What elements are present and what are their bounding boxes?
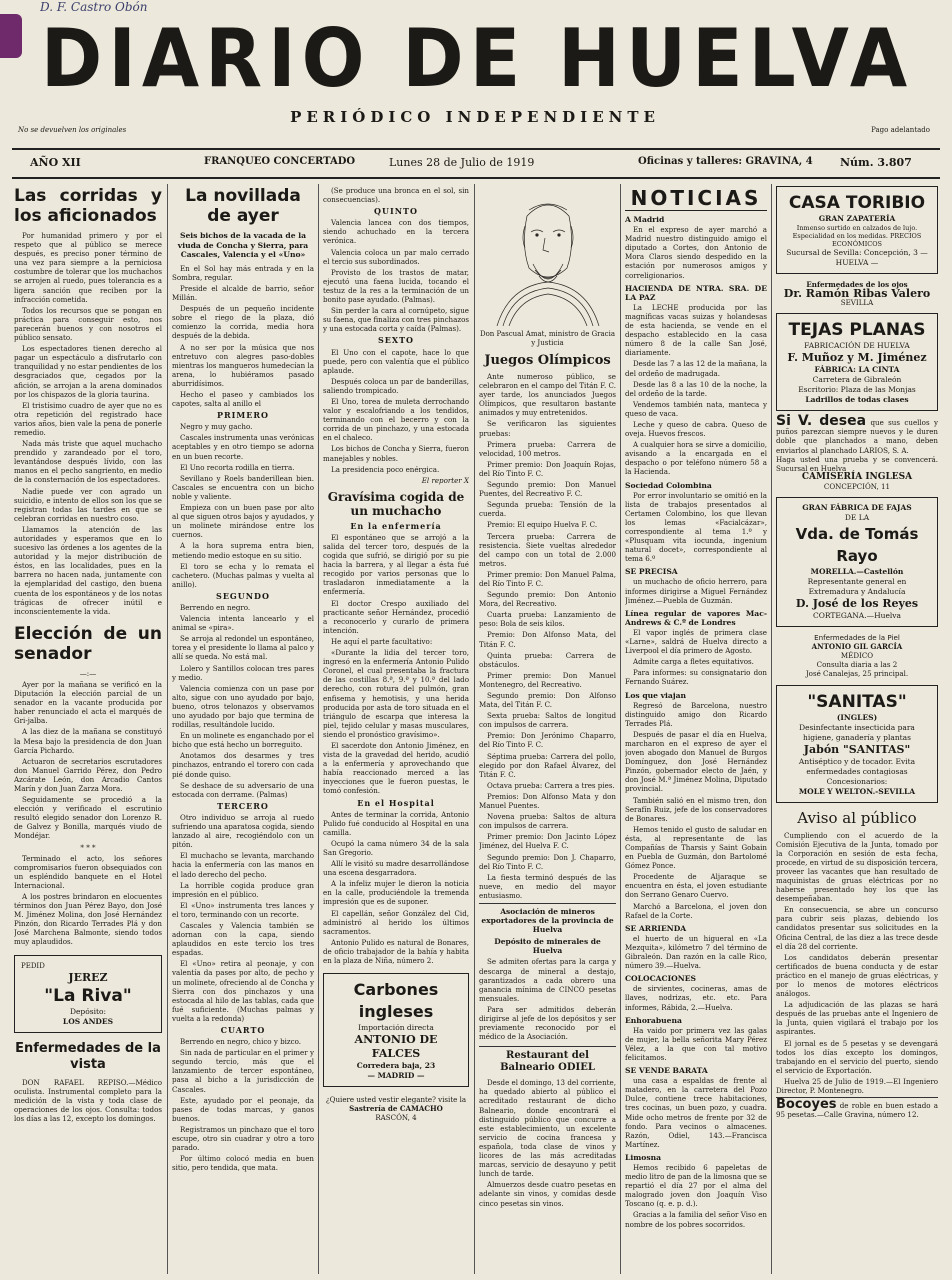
section-label: QUINTO [374, 206, 418, 217]
ad-text: Sucursal de Sevilla: Concepción, 3 — HUELVA — [786, 248, 928, 267]
ad-text: Haga usted una prueba y se convencerá. Sucursal en Huelva [776, 454, 938, 473]
noticias-header: NOTICIAS [625, 186, 767, 211]
ad-text: Depósito: [69, 1006, 107, 1016]
paragraph: El «Uno» instrumenta tres lances y el toro, terminando con un recorte. [172, 900, 314, 919]
paragraph: Se admiten ofertas para la carga y descarga de mineral a destajo, garantizados a cada obrero una ganancia mínima de CINCO pesetas mensuales. [479, 957, 616, 1003]
paragraph: Se deshace de su adversario de una estocada con derrame. (Palmas) [172, 780, 314, 799]
ad-text: FABRICACIÓN DE HUELVA [804, 341, 910, 351]
ad-text: Consulta diaria a las 2 [816, 660, 898, 670]
paragraph: Tercera prueba: Carrera de resistencia. Siete vueltas alrededor del campo con un total de 2.000 metros. [479, 531, 616, 568]
tag-right: Pago adelantado [871, 126, 930, 134]
ad-text: Antiséptico y de tocador. Evita enfermedades contagiosas [798, 756, 916, 776]
ad-text: PEDID [21, 961, 45, 970]
paragraph: Allí le visitó su madre desarrollándose una escena desgarradora. [323, 859, 469, 878]
paragraph: Se verificaron las siguientes pruebas: [479, 419, 616, 438]
news-heading: SE ARRIENDA [625, 923, 687, 933]
tag-left: No se devuelven los originales [18, 126, 127, 134]
paragraph: (Se produce una bronca en el sol, sin consecuencias). [323, 186, 469, 205]
paragraph: Después de un pequeño incidente sobre el riego de la plaza, dió comienzo la corrida, media hora después de la debida. [172, 304, 314, 341]
masthead-title: DIARIO DE HUELVA [40, 12, 914, 106]
paragraph: Cascales y Valencia también se adornan con la capa, siendo aplaudidos en este tercio los tres espadas. [172, 920, 314, 958]
issue-number: Núm. 3.807 [840, 156, 912, 169]
headline-restaurant: Restaurant del Balneario ODIEL [479, 1046, 616, 1074]
paragraph: La presidencia poco enérgica. [331, 464, 440, 474]
paragraph: Antes de terminar la corrida, Antonio Pulido fué conducido al Hospital en una camilla. [323, 809, 469, 837]
paragraph: A las diez de la mañana se constituyó la Mesa bajo la presidencia de don Juan García Pichardo. [14, 727, 162, 755]
paragraph: Valencia lancea con dos tiempos, siendo achuchado en la tercera verónica. [323, 218, 469, 246]
paragraph: Octava prueba: Carrera a tres pies. [487, 780, 615, 790]
paragraph: «Durante la lidia del tercer toro, ingresó en la enfermería Antonio Pulido Coronel, el cual presentaba la fractura de las costillas 8.ª, 9.ª y 10.ª del lado derecho, con rotura del pulmón, gran enfisema y hemotisis, y una herida producida por asta de toro situada en el triángulo de escarpa que interesa la piel, tejido celular y masas musculares, siendo el pronóstico gravísimo». [323, 648, 469, 739]
paragraph: Gracias a la familia del señor Viso en nombre de los pobres socorridos. [625, 1210, 767, 1229]
paragraph: Seguidamente se procedió a la elección y verificado el escrutinio resultó elegido senador don Lorenzo R. de Galvez y Bonilla, marqués viudo de Mondéjar. [14, 795, 162, 841]
paragraph: El muchacho se levanta, marchando hacia la enfermería con las manos en el lado derecho del pecho. [172, 851, 314, 879]
paragraph: Los candidatos deberán presentar certificados de buena conducta y de estar práctico en el manejo de gruas eléctricas, y por lo menos de motores eléctricos análogos. [776, 952, 938, 999]
ad-text: Inmenso surtido en calzados de lujo. Especialidad en los medidas. PRECIOS ECONÓMICOS [792, 224, 922, 248]
news-heading: A Madrid [625, 215, 665, 224]
ad-text: de roble en buen estado a 95 pesetas.—Calle Gravina, número 12. [776, 1101, 938, 1120]
ad-name: ANTONIO GIL GARCÍA [811, 642, 903, 652]
paragraph: Admite carga a fletes equitativos. [633, 657, 754, 667]
paragraph: La horrible cogida produce gran impresión en el público. [172, 880, 314, 899]
column-2 [172, 186, 314, 1274]
paragraph: Ante numeroso público, se celebraron en el campo del Titán F. C. ayer tarde, los anunciados Juegos Olímpicos, que resultaron bastante animados y muy entretenidos. [479, 372, 616, 418]
paragraph: Cascales instrumenta unas verónicas aceptables y en otro tiempo se adorna en un buen recorte. [172, 433, 314, 461]
paragraph: El Uno, torea de muleta derrochando valor y escalofriando a los tendidos, terminando con el becerro y con la corrida de un pinchazo, y una estocada en el chaleco. [323, 396, 469, 443]
paragraph: Huelva 25 de Julio de 1919.—El Ingeniero Director, P. Montenegro. [776, 1076, 938, 1096]
news-heading: Línea regular de vapores Mac-Andrews & C.º de Londres [625, 608, 767, 627]
ad-ojos [776, 280, 938, 307]
paragraph: Primer premio: Don Manuel Montenegro, del Recreativo. [479, 670, 616, 689]
paragraph: Se arroja al redondel un espontáneo, torea y el presidente lo llama al palco y allí se queda. No está mal. [172, 634, 314, 662]
paragraph: Actuaron de secretarios escrutadores don Manuel Garrido Pérez, don Pedro Azcárate León, don Arcadio Cantos Marín y don Juan Zarza Mora. [14, 756, 162, 793]
ad-name: ANTONIO DE FALCES [354, 1033, 438, 1061]
paragraph: En el Sol hay más entrada y en la Sombra, regular. [172, 263, 314, 282]
paragraph: Premio: Don Jerónimo Chaparro, del Río Tinto F. C. [479, 731, 616, 750]
headline-novillada: La novillada de ayer [185, 186, 301, 226]
paragraph: Valencia comienza con un pase por alto, sigue con uno ayudado por bajo, bueno, otros telonazos y observamos uno ayudado por bajo que termina de rodillas, resultándole lucido. [172, 683, 314, 730]
paragraph: A los postres brindaron en elocuentes términos don Juan Pérez Bayo, don José M. Jiménez Molina, don José Hernández Pinzón, don Ricardo Terrades Plá y don José Marchena Balmonte, siendo todos muy aplaudidos. [14, 892, 162, 947]
ad-text: Desinfectante insecticida para higiene, ganadería y plantas [799, 722, 915, 742]
ad-text: Concesionarios: [826, 776, 888, 786]
ad-text: CONCEPCIÓN, 11 [823, 481, 891, 491]
paragraph: Cumpliendo con el acuerdo de la Comisión Ejecutiva de la Junta, tomado por la Corporación en sesión de esta fecha, procede, en virtud de su disposición tercera, proveer las vacantes que han resultado de maquinistas de gruas eléctricas por no haberse presentado hoy los que las desempeñaban. [776, 830, 938, 904]
lead-text: Seis bichos de la vacada de la viuda de Concha y Sierra, para Cascales, Valencia y el «Uno» [177, 231, 309, 260]
ad-bocoyes [776, 1097, 938, 1119]
paragraph: Este, ayudado por el peonaje, da pases de todas marcas, y ganos buenos. [172, 1095, 314, 1123]
paragraph: Sin perder la cara al cornúpeto, sigue su faena, que finaliza con tres pinchazos y una estocada corta y caída (Palmas). [323, 306, 469, 334]
headline-juegos: Juegos Olímpicos [484, 353, 611, 368]
paragraph: una casa a espaldas de frente al matadero, en la carretera del Pozo Dulce, contiene trece habitaciones, tres cocinas, un buen pozo, y cuadra. Mide ocho metros de frente por 32 de fondo. Para vecinos o almacenes. Razón, Odiel, 143.—Francisca Martínez. [625, 1076, 767, 1149]
portrait-engraving [489, 186, 607, 326]
paragraph: DON RAFAEL REPISO.—Médico oculista. Instrumental completo para la medición de la vista y toda clase de operaciones de los ojos. Consulta: todos los días a las 12, excepto los domingos. [14, 1077, 162, 1123]
ad-name: F. Muñoz y M. Jiménez [787, 351, 927, 365]
ad-name: Jabón "SANITAS" [803, 742, 911, 756]
column-4 [479, 186, 616, 1274]
news-heading: SE PRECISA [625, 567, 678, 577]
news-heading: Limosna [625, 1152, 662, 1162]
paragraph: He aquí el parte facultativo: [331, 636, 433, 646]
section-label: SEXTO [377, 335, 414, 346]
separator-stars: * * * [80, 842, 96, 852]
signature: El reporter X [421, 475, 469, 485]
paragraph: El vapor inglés de primera clase «Larne», saldrá de Huelva directo a Liverpool el día primero de Agosto. [625, 627, 767, 656]
paragraph: El espontáneo que se arrojó a la salida del tercer toro, después de la cogida que sufrió, se dirigió por su pie hacia la barrera, y al llegar a ésta fué recogido por varios personas que lo trasladaron inmediatamente a la enfermería. [323, 532, 469, 597]
portrait-caption: Don Pascual Amat, ministro de Gracia y Justicia [479, 330, 616, 347]
paragraph: Leche y queso de cabra. Queso de oveja. Huevos frescos. [625, 419, 767, 439]
paragraph: Sexta prueba: Saltos de longitud con impulsos de carrera. [479, 711, 616, 730]
handwritten-note: D. F. Castro Obón [40, 0, 148, 12]
ad-text: que sus cuellos y puños parezcan siempre nuevos y le duren doble que planchados a mano, deben enviarlos al planchado LARIOS, S. A. [776, 418, 938, 455]
paragraph: El Uno recorta rodilla en tierra. [180, 462, 295, 472]
paragraph: Anotamos dos desarmes y tres pinchazos, entrando el torero con cada pié donde quiso. [172, 751, 314, 779]
paragraph: Valencia coloca un par malo cerrado el tercio sus subordinados. [323, 247, 469, 266]
column-6 [776, 186, 938, 1274]
ad-sastreria [323, 1095, 469, 1122]
paragraph: Preside el alcalde de barrio, señor Millán. [172, 283, 314, 303]
ad-title: Carbones ingleses [353, 980, 439, 1022]
ad-text: Corredera baja, 23 [356, 1061, 436, 1071]
paragraph: Berrendo en negro. [180, 602, 251, 612]
paragraph: Almuerzos desde cuatro pesetas en adelante sin vinos, y comidas desde cinco pesetas sin vinos. [479, 1180, 616, 1208]
ad-name: Vda. de Tomás Rayo [795, 525, 919, 566]
paragraph: Primer premio: Don Joaquín Rojas, del Río Tinto F. C. [479, 459, 616, 478]
ad-brand: "La Riva" [44, 985, 132, 1006]
masthead-subtitle: PERIÓDICO INDEPENDIENTE [290, 108, 660, 126]
paragraph: Ayer por la mañana se verificó en la Diputación la elección parcial de un senador en la vacante producida por haber renunciado el acta el marqués de Gri-jalba. [14, 679, 162, 726]
ad-text: ¿Quiere usted vestir elegante? visite la [325, 1095, 467, 1105]
paragraph: El sacerdote don Antonio Jiménez, en vista de la gravedad del herido, acudió a la enfermería y aprovechando que había reaccionado merced a las inyecciones que le fueron puestas, le tomó confesión. [323, 740, 469, 796]
paragraph: La LECHE producida por las magníficas vacas suizas y holandesas de esta hacienda, se vende en el despacho establecido en la casa número 8 de la calle San José, diariamente. [625, 302, 767, 358]
offices-label: Oficinas y talleres: GRAVINA, 4 [638, 156, 813, 167]
year-label: AÑO XII [30, 156, 81, 169]
ad-title: CASA TORIBIO [788, 193, 926, 213]
column-divider [318, 184, 319, 1274]
paragraph: Primera prueba: Carrera de velocidad, 100 metros. [479, 439, 616, 458]
ad-text: Ladrillos de todas clases [805, 395, 909, 405]
column-divider [620, 184, 621, 1274]
paragraph: Por último colocó media en buen sitio, pero tendida, que mata. [172, 1154, 314, 1173]
ad-text: SEVILLA [840, 298, 874, 308]
paragraph: Premio: Don Alfonso Mata, del Titán F. C. [479, 630, 616, 649]
paragraph: El jornal es de 5 pesetas y se devengará todos los días excepto los domingos, trabajando en el servicio del puerto, siendo el servicio de Exportación. [776, 1038, 938, 1075]
ad-text: DE LA [844, 513, 870, 523]
ad-carbones-ingleses [323, 973, 469, 1087]
paragraph: Segundo premio: Don Antonio Mora, del Recreativo. [479, 590, 616, 609]
ad-text: Representante general en Extremadura y Andalucía [807, 577, 907, 597]
paragraph: A no ser por la música que nos entretuvo con alegres paso-dobles mientras los mangueros humedecían la arena, lo hubiéramos pasado aburridísimos. [172, 342, 314, 388]
paragraph: La fiesta terminó después de las nueve, en medio del mayor entusiasmo. [479, 872, 616, 900]
ad-text: — MADRID — [367, 1071, 425, 1081]
paragraph: En el expreso de ayer marchó a Madrid nuestro distinguido amigo el diputado a Cortes, don Antonio de Mora Claros siendo despedido en la estación por numerosos amigos y correligionarios. [625, 225, 767, 280]
paragraph: Los espectadores tienen derecho al pagar un espectáculo a disfrutarlo con tranquilidad y no estar pendientes de los desgraciados que, cegados por la afición, se arrojan a la arena dominados por los chispazos de la gloria taurina. [14, 344, 162, 399]
paragraph: En consecuencia, se abre un concurso para cubrir seis plazas, debiendo los candidatos presentar sus solicitudes en la Oficina Central, de las diez a las trece desde el día 28 del corriente. [776, 905, 938, 951]
franqueo-label: FRANQUEO CONCERTADO [204, 156, 356, 167]
paragraph: El capellán, señor González del Cid, administró al herido los últimos sacramentos. [323, 908, 469, 936]
ad-title: TEJAS PLANAS [788, 320, 926, 341]
paragraph: Para informes: su consignatario don Fernando Suárez. [625, 668, 767, 687]
section-label: TERCERO [217, 800, 269, 811]
paragraph: Desde las 8 a las 10 de la noche, la del ordeño de la tarde. [625, 379, 767, 398]
paragraph: Berrendo en negro, chico y bizco. [180, 1037, 302, 1047]
ad-title: Enfermedades de la Piel [814, 633, 900, 643]
paragraph: Los bichos de Concha y Sierra, fueron manejables y nobles. [323, 444, 469, 463]
paragraph: Llamamos la atención de las autoridades y esperamos que en lo sucesivo las órdenes a los agentes de la autoridad y la mejor distribución de éstos, en las localidades, pues en la barrera no hacen nada, juntamente con la ejemplaridad del castigo, den buena cuenta de los espontáneos y de los notas trágicas de ofrecer inútil e inconscientemente la vida. [14, 524, 162, 616]
paragraph: Valencia intenta lancearlo y el animal se «pira». [172, 614, 314, 633]
ad-text: Enfermedades de los ojos [806, 280, 908, 289]
ad-name: D. José de los Reyes [795, 597, 919, 611]
paragraph: Por error involuntario se omitió en la lista de trabajos presentados al Certamen Colombino, los que llevan los lemas «Facialcázar», correspondiente al tema 1.º y «Plusquam vita iocunda, ingenium natural docet», correspondiente al tema 6.º [625, 490, 767, 564]
ad-name: Sastrería de CAMACHO [349, 1104, 443, 1114]
paragraph: Ocupó la cama número 34 de la sala San Gregorio. [323, 838, 469, 857]
ad-text: MÉDICO [840, 651, 874, 661]
ad-jerez-la-riva [14, 955, 162, 1033]
ad-text: FÁBRICA: LA CINTA [814, 365, 900, 375]
ad-title: "SANITAS" [807, 691, 907, 712]
paragraph: Procedente de Aljaraque se encuentra en ésta, el joven estudiante don Serrano Genaro Cuervo. [625, 872, 767, 900]
ad-text: MOLE Y WELTON.-SEVILLA [798, 786, 916, 796]
paragraph: Nada más triste que aquel muchacho prendido y zarandeado por el toro, levantándose después lívido, con las manos en el pecho sangriento, en medio de la consternación de los espectadores. [14, 439, 162, 485]
paragraph: Nadie puede ver con agrado un suicidio, e intento de ellos son los que se registran todas las tardes en que se celebran corridas en nuestro coso. [14, 486, 162, 523]
paragraph: Sin nada de particular en el primer y segundo tercio, más que el lanzamiento de tercer espontáneo, pasa al bicho a la jurisdicción de Cascales. [172, 1048, 314, 1094]
ad-fajas [776, 497, 938, 627]
paragraph: También salió en el mismo tren, don Serafín Ruiz, jefe de los conservadores de Bonares. [625, 795, 767, 823]
section-label: En el Hospital [357, 797, 435, 808]
paragraph: Todos los recursos que se pongan en práctica para conseguir esto, nos parecerán buenos y con nosotros el público sensato. [14, 305, 162, 343]
headline-asociacion: Asociación de mineros exportadores de la provincia de Huelva [479, 903, 616, 934]
paragraph: Para ser admitidos deberán dirigirse al jefe de los depósitos y ser previamente reconocido por el médico de la Asociación. [479, 1004, 616, 1042]
paragraph: Regresó de Barcelona, nuestro distinguido amigo don Ricardo Terrades Plá. [625, 700, 767, 728]
paragraph: Segunda prueba: Tensión de la cuerda. [479, 500, 616, 519]
paragraph: En un molinete es enganchado por el bicho que está hecho un borreguito. [172, 731, 314, 750]
paragraph: El Uno con el capote, hace lo que puede, pero con valentía que el público aplaude. [323, 347, 469, 375]
column-5 [625, 186, 767, 1274]
paragraph: El tristísimo cuadro de ayer que no es otra repetición del registrado hace varios años, bien vale la pena de ponerle remedio. [14, 400, 162, 437]
separator: —:— [79, 668, 97, 678]
paragraph: Ha vaido por primera vez las galas de mujer, la bella señorita Mary Pérez Vélez, a la que con tal motivo felicitamos. [625, 1025, 767, 1062]
paragraph: Primer premio: Don Manuel Palma, del Río Tinto F. C. [479, 569, 616, 588]
column-divider [771, 184, 772, 1274]
ad-text: JEREZ [68, 970, 108, 984]
paragraph: El toro se echa y lo remata el cachetero. (Muchas palmas y vuelta al anillo). [172, 561, 314, 589]
paragraph: Segundo premio: Don Manuel Puentes, del Recreativo F. C. [479, 480, 616, 499]
paragraph: Cuarta prueba: Lanzamiento de peso: Bola de seis kilos. [479, 610, 616, 629]
paragraph: A la infeliz mujer le dieron la noticia en la calle, produciéndole la tremenda impresión que es de suponer. [323, 879, 469, 907]
paragraph: El «Uno» retira al peonaje, y con valentía da pases por alto, de pecho y un molinete, ofreciendo al de Concha y Sierra con dos pinchazos y una estocada al hilo de las tablas, cada que fué suficiente. (Muchas palmas y vuelta a la redonda) [172, 959, 314, 1023]
news-heading: Enhorabuena [625, 1015, 682, 1025]
news-heading: Los que viajan [625, 690, 687, 700]
ad-text: RASCÓN, 4 [375, 1113, 417, 1123]
paragraph: Provisto de los trastos de matar, ejecutó una faena lucida, tocando el testuz de la res a la terminación de un bonito pase ayudado. (Palmas). [323, 267, 469, 305]
section-label: En la enfermería [350, 520, 442, 531]
section-label: CUARTO [220, 1025, 266, 1035]
paragraph: Lolero y Santillos colocan tres pares y medio. [172, 663, 314, 682]
ad-text: José Canalejas, 25 principal. [805, 669, 909, 679]
top-rule [12, 148, 940, 150]
column-divider [167, 184, 168, 1274]
news-heading: HACIENDA DE NTRA. SRA. DE LA PAZ [625, 283, 767, 302]
ad-title: GRAN FÁBRICA DE FAJAS [802, 503, 912, 513]
paragraph: Por humanidad primero y por el respeto que al público se merece después, es preciso poner término de una vez para siempre a la perniciosa costumbre de tolerar que los muchachos se arrojen al ruedo, pues tolerancia es a ligera sanción que reciben por la infracción cometida. [14, 231, 162, 304]
ad-name: Dr. Ramón Ribas Valero [783, 287, 931, 301]
headline-senador: Elección de un senador [14, 623, 162, 664]
paragraph: La adjudicación de las plazas se hará después de las pruebas ante el Ingeniero de la Junta, quien vigilará el trabajo por los aspirantes. [776, 1000, 938, 1037]
ad-tejas-planas [776, 313, 938, 411]
info-bar [14, 154, 938, 172]
paragraph: Vendemos también nata, manteca y queso de vaca. [625, 399, 767, 418]
ad-text: Importación directa [358, 1023, 434, 1033]
section-label: SEGUNDO [216, 590, 270, 601]
paragraph: Quinta prueba: Carrera de obstáculos. [479, 650, 616, 669]
ad-text: LOS ANDES [62, 1016, 114, 1026]
paragraph: Séptima prueba: Carrera del pollo, elegido por don Rafael Álvarez, del Titán F. C. [479, 751, 616, 779]
ad-text: Escritorio: Plaza de las Monjas [798, 385, 916, 395]
section-label: PRIMERO [217, 410, 269, 421]
paragraph: A la hora suprema entra bien, metiendo medio estoque en su sitio. [172, 541, 314, 560]
paragraph: Primer premio: Don Jacinto López Jiménez, del Huelva F. C. [479, 832, 616, 851]
paragraph: Segundo premio: Don Alfonso Mata, del Titán F. C. [479, 691, 616, 710]
paragraph: Segundo premio: Don J. Chaparro, del Río Tinto F. C. [479, 852, 616, 871]
column-divider [474, 184, 475, 1274]
paragraph: El doctor Crespo auxiliado del practicante señor Hernández, procedió a reconocerlo y curarlo de primera intención. [323, 598, 469, 635]
info-rule [12, 177, 940, 179]
paragraph: Después de pasar el día en Huelva, marcharon en el expreso de ayer el joven abogado don Manuel de Burgos Domínguez, don José Hernández Pinzón, gobernador electo de Jaén, y don José M.ª Jiménez Molina, Diputado provincial. [625, 729, 767, 794]
paragraph: Hecho el paseo y cambiados los capotes, salta al anillo el [172, 390, 314, 409]
ad-vista-title: Enfermedades de la vista [15, 1040, 161, 1072]
ad-sanitas [776, 685, 938, 803]
paragraph: de sirvientes, cocineras, amas de llaves, nodrizas, etc. etc. Para informes, Rábida, 2.—Huelva. [625, 984, 767, 1012]
ad-title: Bocoyes [776, 1097, 837, 1113]
headline-corridas: Las corridas y los aficionados [14, 186, 162, 226]
paragraph: A cualquier hora se sirve a domicilio, avisando a la encargada en el despacho o por teléfono número 58 a la Hacienda. [625, 440, 767, 477]
paragraph: Otro individuo se arroja al ruedo sufriendo una aparatosa cogida, siendo lanzado al aire, recogiéndolo con un pitón. [172, 812, 314, 850]
ad-piel [776, 633, 938, 678]
paragraph: Novena prueba: Saltos de altura con impulsos de carrera. [479, 812, 616, 831]
news-heading: Sociedad Colombina [625, 480, 712, 490]
paragraph: Sevillano y Roels banderillean bien. Cascales se encuentra con un bicho noble y valiente. [172, 473, 314, 501]
paragraph: Registramos un pinchazo que el toro escupe, otro sin cuadrar y otro a toro parado. [172, 1124, 314, 1153]
paragraph: Desde las 7 a las 12 de la mañana, la del ordeño de madrugada. [625, 359, 767, 378]
paragraph: Terminado el acto, los señores compromisarios fueron obsequiados con un espléndido banquete en el Hotel Internacional. [14, 853, 162, 890]
paragraph: Premios: Don Alfonso Mata y don Manuel Puentes. [479, 791, 616, 811]
paragraph: el huerto de un higueral en «La Mezquita», kilómetro 7 del término de Gibraleón. Dan razón en la calle Rico, número 39.—Huelva. [625, 933, 767, 971]
ad-casa-toribio [776, 186, 938, 274]
paragraph: Premio: El equipo Huelva F. C. [487, 520, 598, 530]
headline-cogida: Gravísima cogida de un muchacho [327, 489, 465, 518]
paragraph: un muchacho de oficio herrero, para informes dirigirse a Miguel Fernández Jiménez.—Puebla de Guzmán. [625, 577, 767, 605]
paragraph: Después coloca un par de banderillas, saliendo trompicado. [323, 376, 469, 395]
paragraph: Antonio Pulido es natural de Bonares, de oficio trabajador de la bahía y habita en la plaza de Niña, número 2. [323, 937, 469, 966]
paragraph: Empieza con un buen pase por alto al que siguen otros bajos y ayudados, y un molinete mirándose entre los cuernos. [172, 503, 314, 540]
paragraph: Hemos recibido 6 papeletas de medio litro de pan de la limosna que se repartió el día 27 por el alma del malogrado joven don Joaquín Viso Toscano (q. e. p. d.). [625, 1163, 767, 1209]
ad-text: MORELLA.—Castellón [810, 567, 904, 577]
issue-date: Lunes 28 de Julio de 1919 [389, 156, 535, 169]
aviso-title: Aviso al público [797, 808, 917, 827]
column-1 [14, 186, 162, 1274]
paragraph: Marchó a Barcelona, el joven don Rafael de la Corte. [625, 901, 767, 920]
ad-text: (INGLES) [836, 712, 878, 722]
subheadline-deposito: Depósito de minerales de Huelva [494, 937, 601, 956]
news-heading: SE VENDE BARATA [625, 1066, 708, 1076]
ad-text: GRAN ZAPATERÍA [818, 214, 896, 223]
paragraph: Negro y muy gacho. [180, 422, 253, 432]
ad-title: Si V. desea [776, 413, 867, 430]
paragraph: Desde el domingo, 13 del corriente, ha quedado abierto al público el acreditado restaurant de dicho Balneario, donde encontrará el distinguido público que concurre a este establecimiento, un excelente servicio de cocina francesa y española, toda clase de vinos y licores de las más acreditadas marcas, servicio de desayuno y petit lunch de tarde. [479, 1078, 616, 1179]
ad-text: CORTEGANA.—Huelva [812, 611, 902, 621]
ad-planchado [776, 413, 938, 491]
ad-name: CAMISERÍA INGLESA [801, 471, 913, 482]
news-heading: COLOCACIONES [625, 974, 696, 984]
ad-text: Carretera de Gibraleón [812, 375, 902, 385]
column-3 [323, 186, 469, 1274]
paragraph: Hemos tenido el gusto de saludar en ésta, al representante de las Compañías de Tharsis y Saint Gobain en Puebla de Guzmán, don Bartolomé Gómez Ponce. [625, 824, 767, 871]
